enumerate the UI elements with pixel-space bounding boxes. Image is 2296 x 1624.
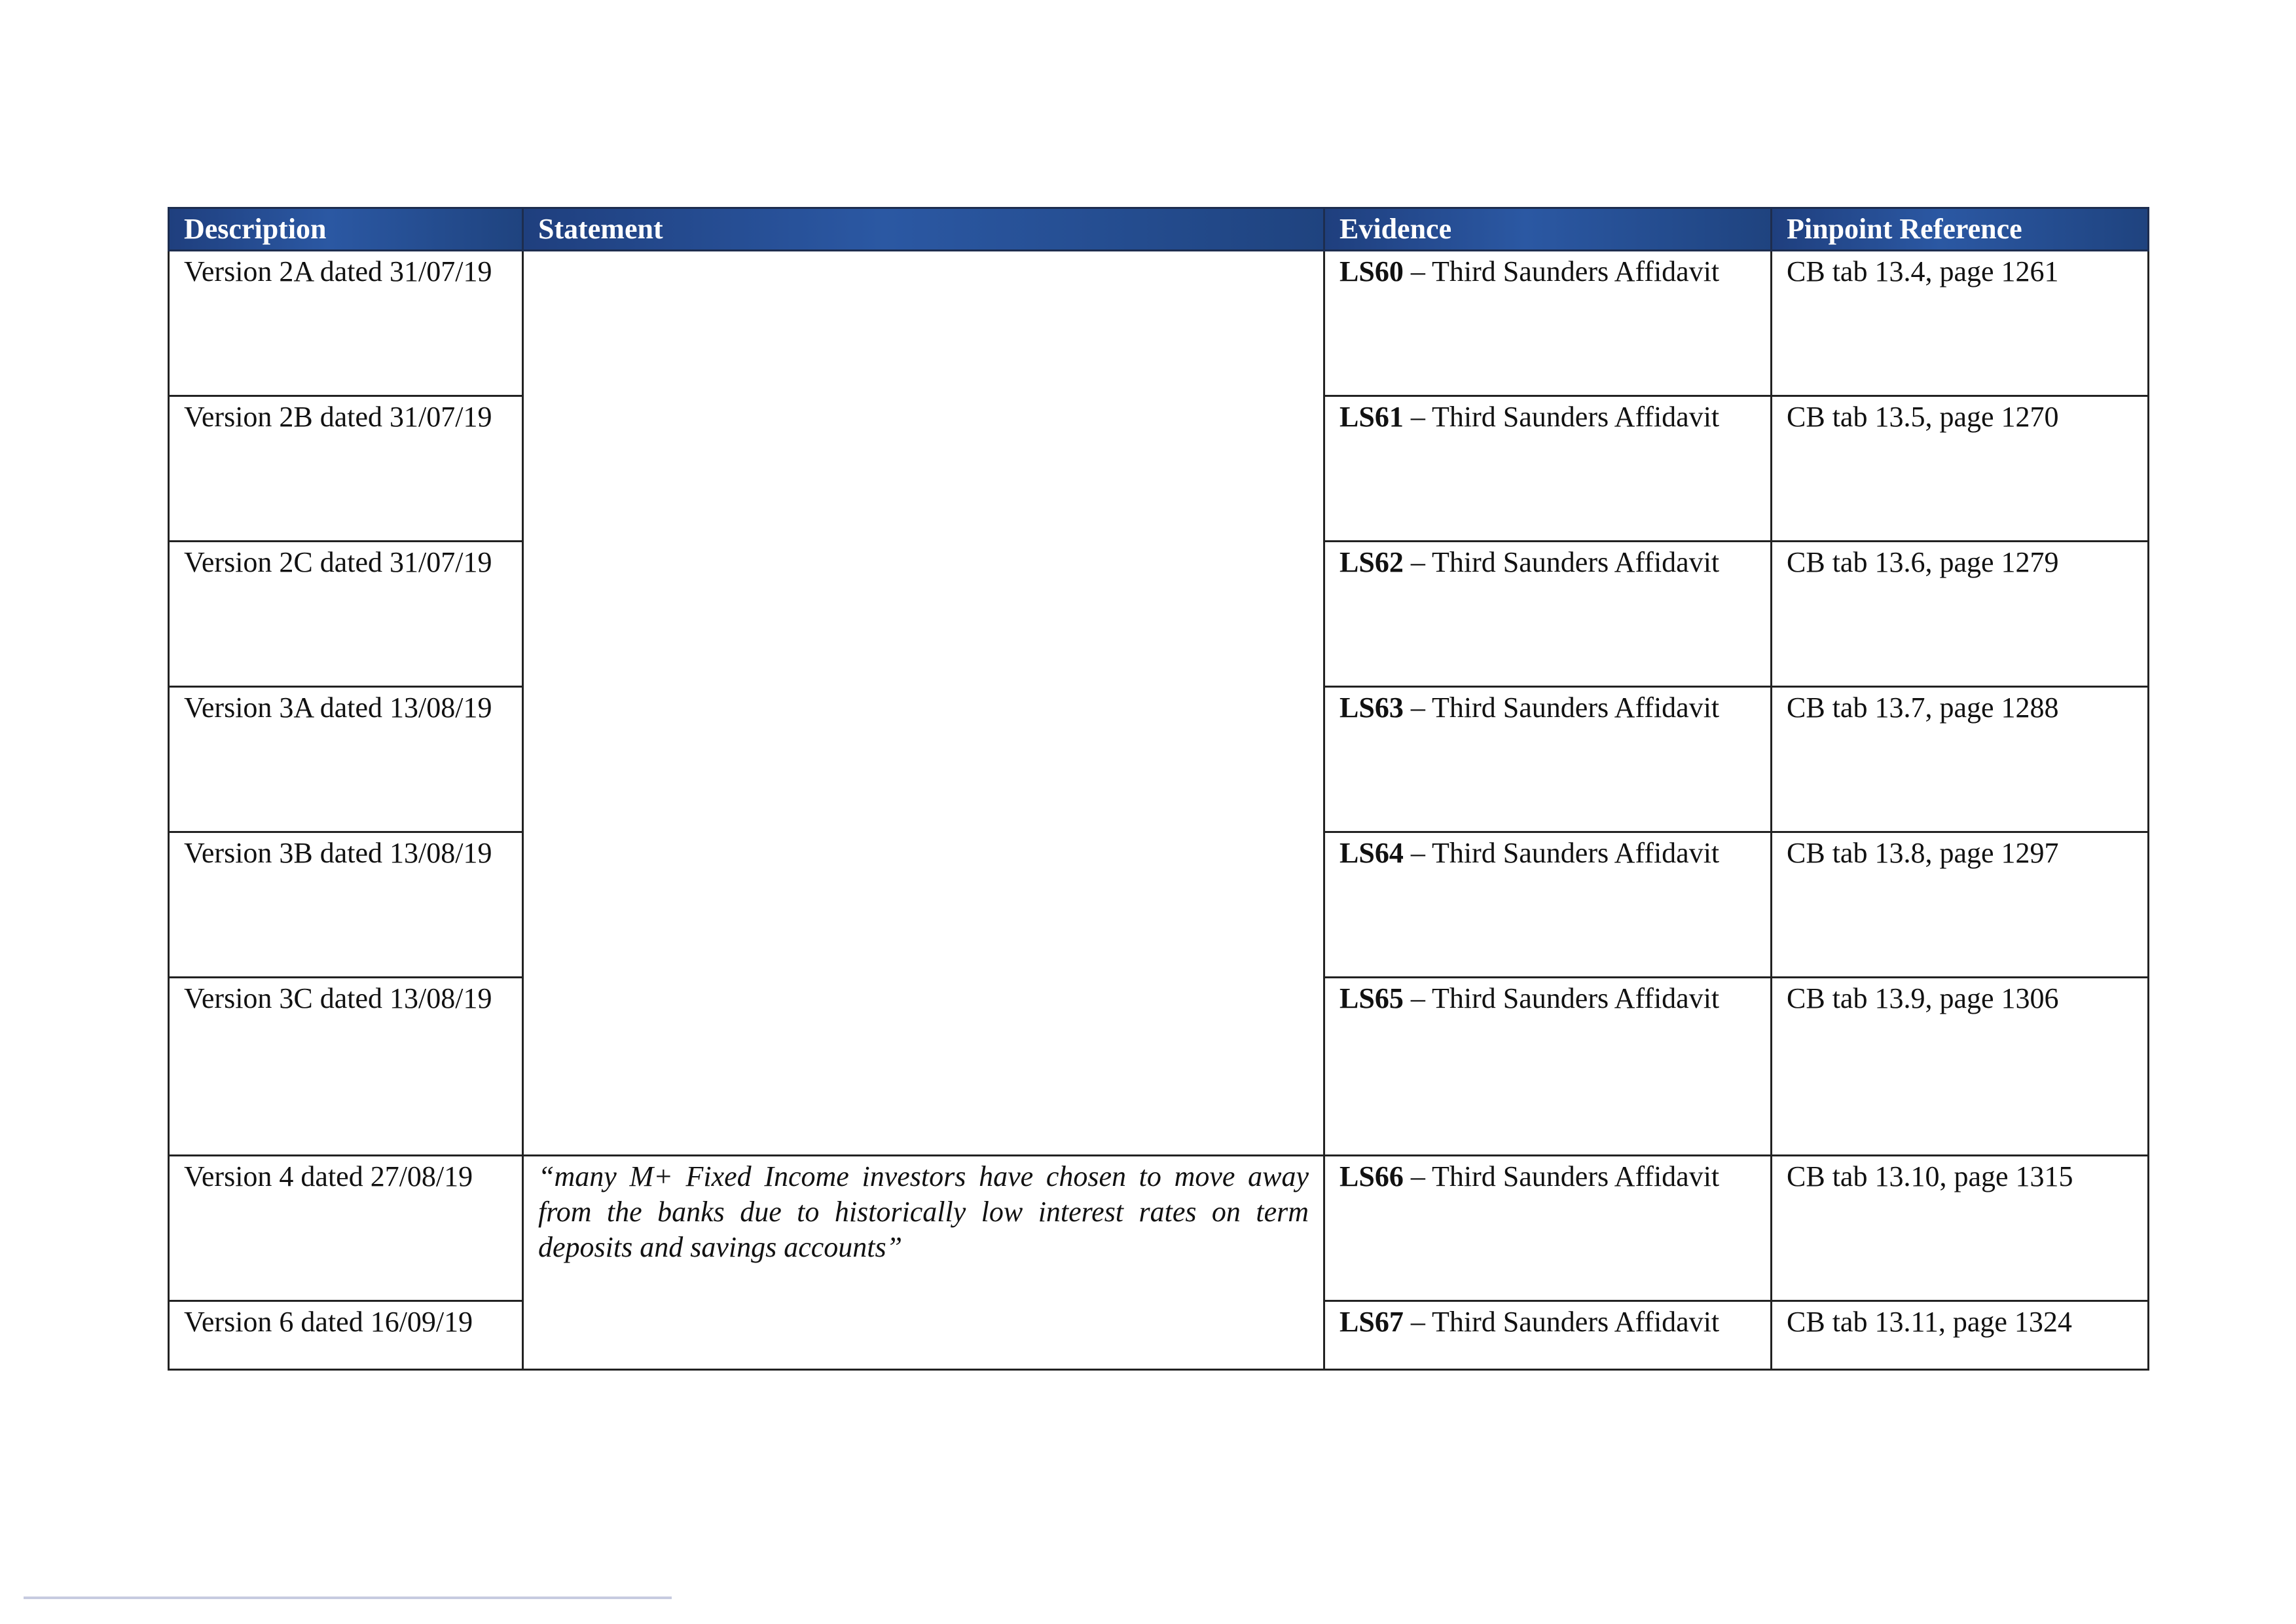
footer-rule [24,1596,672,1599]
evidence-code: LS66 [1339,1160,1404,1192]
pinpoint-cell: CB tab 13.11, page 1324 [1772,1301,2149,1370]
evidence-cell [1324,1156,1772,1301]
evidence-code: LS64 [1339,837,1404,869]
statement-cell-empty [523,251,1324,1156]
evidence-cell [1324,1301,1772,1370]
description-cell: Version 2C dated 31/07/19 [169,542,523,687]
pinpoint-cell: CB tab 13.6, page 1279 [1772,542,2149,687]
pinpoint-cell: CB tab 13.9, page 1306 [1772,978,2149,1156]
header-pinpoint-reference: Pinpoint Reference [1772,208,2149,251]
evidence-text: – Third Saunders Affidavit [1403,837,1720,869]
evidence-cell [1324,542,1772,687]
evidence-text: – Third Saunders Affidavit [1403,1160,1720,1192]
description-cell: Version 2A dated 31/07/19 [169,251,523,396]
description-cell: Version 2B dated 31/07/19 [169,396,523,542]
description-cell: Version 4 dated 27/08/19 [169,1156,523,1301]
table-row [169,251,2149,396]
evidence-code: LS67 [1339,1306,1404,1338]
pinpoint-cell: CB tab 13.8, page 1297 [1772,832,2149,978]
header-row [169,208,2149,251]
description-cell: Version 6 dated 16/09/19 [169,1301,523,1370]
header-statement: Statement [523,208,1324,251]
pinpoint-cell: CB tab 13.7, page 1288 [1772,687,2149,832]
description-cell: Version 3B dated 13/08/19 [169,832,523,978]
evidence-cell [1324,832,1772,978]
evidence-text: – Third Saunders Affidavit [1403,982,1720,1014]
pinpoint-cell: CB tab 13.10, page 1315 [1772,1156,2149,1301]
evidence-text: – Third Saunders Affidavit [1403,1306,1720,1338]
header-evidence: Evidence [1324,208,1772,251]
evidence-text: – Third Saunders Affidavit [1403,255,1720,287]
header-description: Description [169,208,523,251]
evidence-cell [1324,251,1772,396]
evidence-code: LS65 [1339,982,1404,1014]
evidence-cell [1324,396,1772,542]
evidence-cell [1324,687,1772,832]
description-cell: Version 3C dated 13/08/19 [169,978,523,1156]
evidence-cell [1324,978,1772,1156]
statement-quote: “many M+ Fixed Income investors have chosen to move away from the banks due to historically low interest rates on term deposits and savings accounts” [523,1156,1324,1370]
pinpoint-cell: CB tab 13.5, page 1270 [1772,396,2149,542]
description-cell: Version 3A dated 13/08/19 [169,687,523,832]
table-row [169,1156,2149,1301]
evidence-code: LS62 [1339,546,1404,578]
evidence-table [168,207,2149,1371]
pinpoint-cell: CB tab 13.4, page 1261 [1772,251,2149,396]
evidence-code: LS63 [1339,692,1404,724]
evidence-code: LS60 [1339,255,1404,287]
evidence-code: LS61 [1339,401,1404,433]
evidence-text: – Third Saunders Affidavit [1403,401,1720,433]
evidence-text: – Third Saunders Affidavit [1403,546,1720,578]
evidence-text: – Third Saunders Affidavit [1403,692,1720,724]
